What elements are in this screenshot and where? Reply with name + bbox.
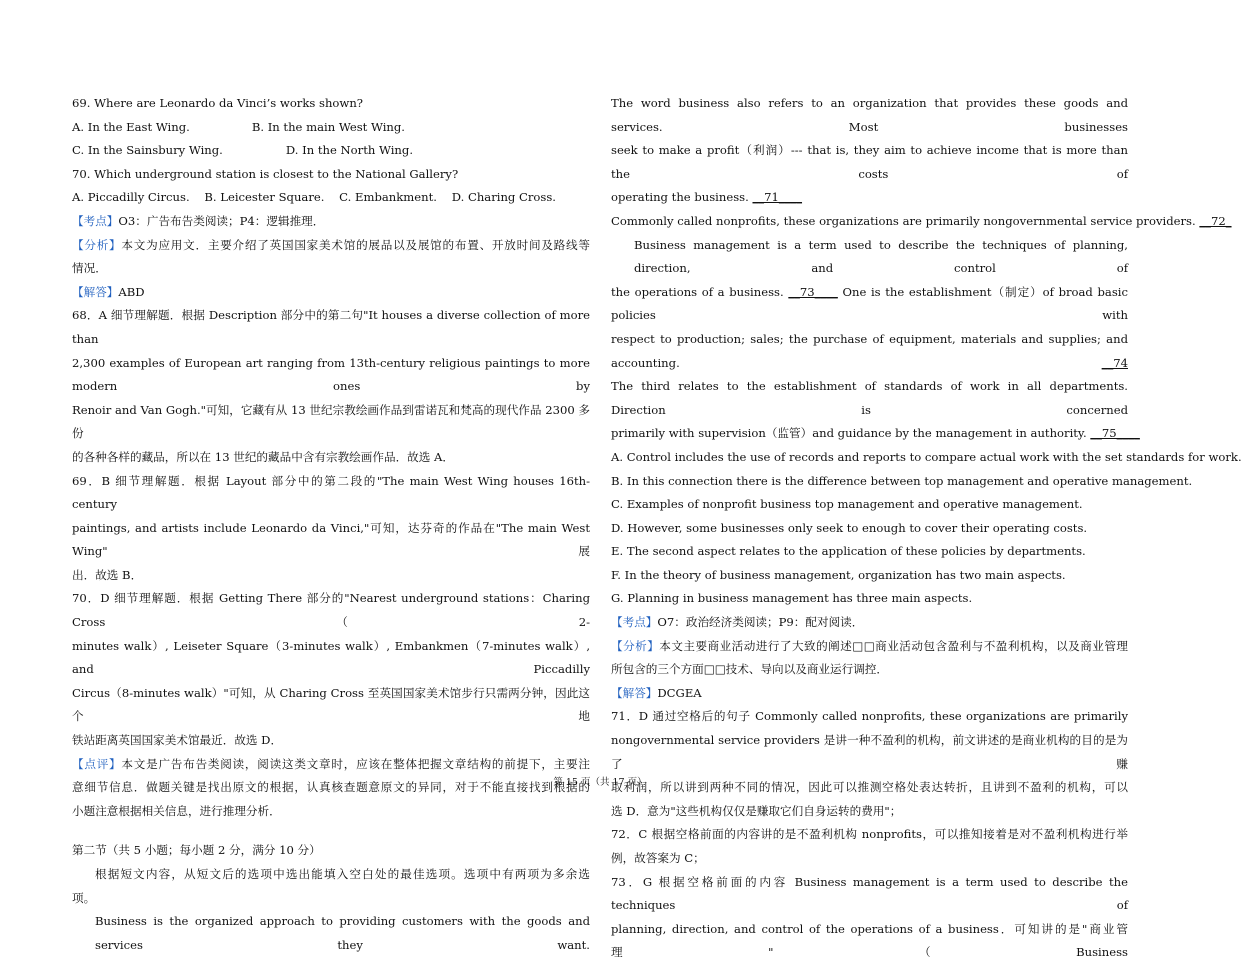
option-b: B. In this connection there is the difference between top management and operative management. (611, 473, 1193, 488)
jieda-left (72, 281, 590, 305)
fenxi-tag: 【分析】 (611, 638, 660, 653)
question-70: 70. Which underground station is closest to the National Gallery? (72, 166, 459, 181)
blank-72: __72_ (1199, 213, 1232, 228)
instructions-line: 项。 (72, 890, 96, 905)
answer-68-line: 的各种各样的藏品，所以在 13 世纪的藏品中含有宗教绘画作品．故选 A． (72, 449, 454, 464)
blank-73: __73____ (788, 284, 838, 299)
kaodian-text: O7：政治经济类阅读；P9：配对阅读． (657, 615, 864, 630)
fenxi-left-line2: 情况． (72, 261, 107, 276)
passage-text: primarily with supervision（监管）and guidance by the management in authority. (611, 426, 1087, 441)
spacer (72, 823, 590, 839)
passage-text: operating the business. (611, 190, 749, 205)
fenxi-right-line1 (611, 635, 1128, 659)
fenxi-text: 本文为应用文．主要介绍了英国国家美术馆的展品以及展馆的布置、开放时间及路线等 (121, 237, 590, 252)
question-70-options: A. Piccadilly Circus. B. Leicester Square. C. Embankment. D. Charing Cross. (72, 190, 556, 205)
answer-68-line: 2,300 examples of European art ranging from 13th-century religious paintings to more modern ones by (72, 355, 590, 394)
answer-68-line: 68．A 细节理解题．根据 Description 部分中的第二句"It houses a diverse collection of more than (72, 308, 590, 346)
jieda-text: DCGEA (657, 685, 702, 700)
answer-71-line: 选 D．意为"这些机构仅仅是赚取它们自身运转的费用"； (611, 803, 902, 818)
page-footer: 第 15 页（共 17 页） (553, 777, 647, 788)
option-d: D. However, some businesses only seek to enough to cover their operating costs. (611, 520, 1088, 535)
passage-line-71 (611, 186, 1128, 210)
question-69-options-row1 (72, 116, 590, 140)
passage-line: Business management is a term used to describe the techniques of planning, direction, and control of (634, 237, 1128, 276)
right-column (611, 92, 1242, 965)
answer-69-line: 出．故选 B． (72, 567, 143, 582)
kaodian-right (611, 611, 1128, 635)
question-69: 69. Where are Leonardo da Vinci’s works shown? (72, 96, 363, 110)
answer-70-line: minutes walk）, Leiseter Square（3-minutes walk）, Embankmen（7-minutes walk）, and Piccadilly (72, 638, 590, 677)
answer-71-line: nongovernmental service providers 是讲一种不盈利的机构，前文讲述的是商业机构的目的是为了赚 (611, 733, 1128, 771)
answer-72-line: 例，故答案为 C； (611, 851, 705, 865)
fenxi-text: 本文主要商业活动进行了大致的阐述□□商业活动包含盈利与不盈利机构，以及商业管理 (659, 638, 1128, 653)
kaodian-text: O3：广告布告类阅读；P4：逻辑推理． (118, 213, 325, 228)
blank-75: __75____ (1090, 426, 1140, 441)
section-title: 第二节（共 5 小题；每小题 2 分，满分 10 分） (72, 843, 321, 858)
dianping-line: 小题注意根据相关信息，进行推理分析． (72, 803, 281, 818)
dianping-tag: 【点评】 (72, 756, 122, 771)
option-c: C. Examples of nonprofit business top management and operative management. (611, 497, 1083, 512)
answer-72-line: 72．C 根据空格前面的内容讲的是不盈利机构 nonprofits，可以推知接着是对不盈利机构进行举 (611, 827, 1128, 842)
passage-line-75 (611, 422, 1140, 446)
answer-70-line: Circus（8-minutes walk）"可知，从 Charing Cross 至英国国家美术馆步行只需两分钟，因此这个地 (72, 685, 590, 724)
jieda-right (611, 682, 1128, 706)
passage-line-72 (611, 210, 1232, 234)
option-f: F. In the theory of business management, organization has two main aspects. (611, 567, 1066, 582)
dianping-line: 意细节信息．做题关键是找出原文的根据，认真核查题意原文的异同，对于不能直接找到根据的 (72, 780, 590, 795)
answer-68-line: Renoir and Van Gogh."可知，它藏有从 13 世纪宗教绘画作品到雷诺瓦和梵高的现代作品 2300 多份 (72, 402, 590, 441)
q69-option-d: D. In the North Wing. (285, 143, 414, 158)
answer-70-line: 70．D 细节理解题．根据 Getting There 部分的"Nearest underground stations：Charing Cross（2- (72, 591, 590, 630)
left-column (72, 92, 590, 957)
jieda-text: ABD (118, 284, 145, 299)
question-69-options-row2 (72, 139, 590, 163)
passage-text: Commonly called nonprofits, these organizations are primarily nongovernmental service providers. (611, 213, 1196, 228)
answer-71-line: 71．D 通过空格后的句子 Commonly called nonprofits, these organizations are primarily (611, 709, 1128, 724)
q69-option-a: A. In the East Wing. (72, 119, 190, 134)
passage-line: seek to make a profit（利润）--- that is, they aim to achieve income that is more than the costs of (611, 143, 1128, 181)
blank-74: __74 (1101, 355, 1128, 370)
answer-71-line: 取利润，所以讲到两种不同的情况，因此可以推测空格处表达转折，且讲到不盈利的机构，可以 (611, 780, 1128, 795)
q69-option-b: B. In the main West Wing. (251, 119, 405, 134)
dianping-line1 (72, 753, 590, 777)
kaodian-tag: 【考点】 (72, 213, 119, 228)
passage-text: respect to production; sales; the purchase of equipment, materials and supplies; and accounting. (611, 331, 1128, 370)
passage-text: the operations of a business. (611, 284, 784, 299)
fenxi-tag: 【分析】 (72, 237, 122, 252)
fenxi-left-line1 (72, 234, 590, 258)
answer-69-line: paintings, and artists include Leonardo da Vinci,"可知，达芬奇的作品在"The main West Wing"展 (72, 520, 590, 559)
answer-73-line: 73．G 根据空格前面的内容 Business management is a term used to describe the techniques of (611, 874, 1128, 913)
option-e: E. The second aspect relates to the application of these policies by departments. (611, 544, 1086, 559)
passage-line-73 (611, 281, 1128, 328)
kaodian-left (72, 210, 590, 234)
passage-start: Business is the organized approach to providing customers with the goods and services they want. (95, 914, 590, 952)
dianping-text: 本文是广告布告类阅读，阅读这类文章时，应该在整体把握文章结构的前提下，主要注 (121, 756, 590, 771)
passage-line-74 (611, 328, 1128, 375)
option-g: G. Planning in business management has three main aspects. (611, 591, 973, 606)
jieda-tag: 【解答】 (611, 685, 658, 700)
passage-text: One is the establishment（制定）of broad basic policies with (611, 284, 1128, 323)
instructions-line: 根据短文内容，从短文后的选项中选出能填入空白处的最佳选项。选项中有两项为多余选 (95, 867, 590, 881)
passage-line: The third relates to the establishment of standards of work in all departments. Direction is concerned (611, 379, 1128, 417)
passage-line: The word business also refers to an organization that provides these goods and services. Most businesses (611, 96, 1128, 134)
answer-73-line: planning, direction, and control of the operations of a business．可知讲的是"商业管理"（Business (611, 921, 1128, 960)
answer-70-line: 铁站距离英国国家美术馆最近．故选 D． (72, 733, 283, 748)
kaodian-tag: 【考点】 (611, 615, 658, 630)
blank-71: __71____ (752, 190, 803, 205)
answer-69-line: 69．B 细节理解题．根据 Layout 部分中的第二段的"The main West Wing houses 16th-century (72, 473, 590, 512)
jieda-tag: 【解答】 (72, 284, 119, 299)
q69-option-c: C. In the Sainsbury Wing. (72, 143, 223, 158)
fenxi-right-line2: 所包含的三个方面□□技术、导向以及商业运行调控． (611, 662, 888, 677)
option-a: A. Control includes the use of records and reports to compare actual work with the set standards for work. (611, 449, 1242, 464)
